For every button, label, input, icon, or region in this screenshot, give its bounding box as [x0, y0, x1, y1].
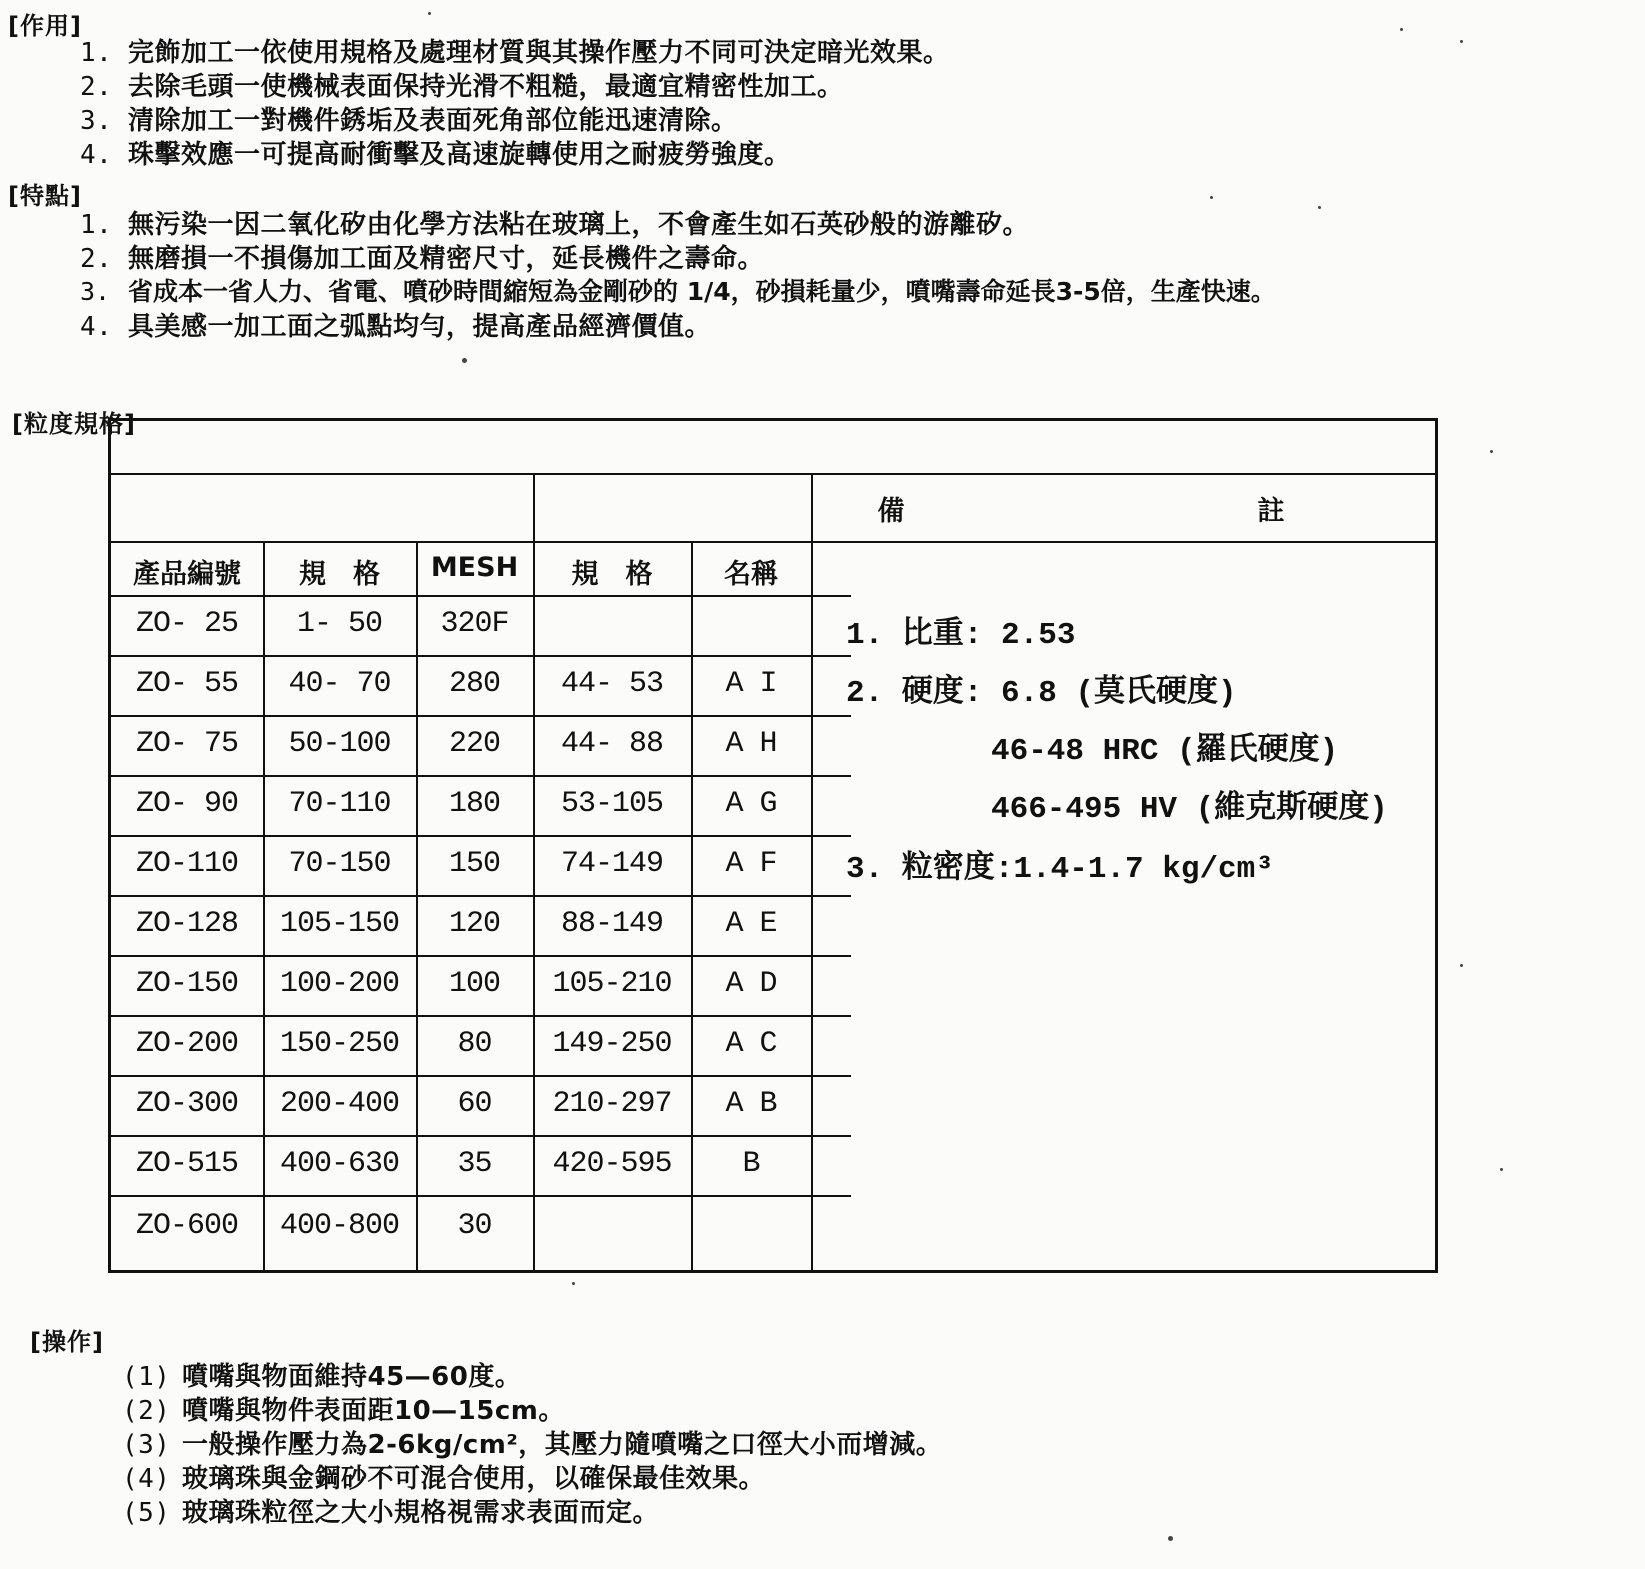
cell-mesh: 35 — [457, 1147, 492, 1181]
feature-item — [80, 204, 1029, 241]
cell-name: A F — [725, 847, 777, 881]
table-rule — [111, 775, 851, 777]
column-header-name: 名稱 — [724, 559, 778, 590]
section-heading-features: [特點] — [8, 182, 82, 210]
table-rule — [111, 1135, 851, 1137]
cell-mesh: 220 — [448, 727, 500, 761]
section-heading-operation: [操作] — [30, 1328, 104, 1356]
operation-item — [122, 1390, 565, 1427]
function-item-number: 4. — [80, 140, 113, 170]
column-header-remarks-right: 註 — [1257, 496, 1285, 527]
cell-mesh: 320F — [440, 607, 509, 641]
column-header-remarks-left: 備 — [877, 496, 905, 527]
operation-item-number: (4) — [122, 1464, 171, 1494]
table-rule — [111, 541, 1435, 543]
operation-item — [122, 1356, 521, 1393]
scan-speck — [1168, 1536, 1173, 1541]
function-item — [80, 100, 738, 137]
operation-item-number: (3) — [122, 1430, 171, 1460]
cell-spec-2: 44- 53 — [560, 667, 664, 701]
remark-gravity: 1. 比重: 2.53 — [846, 618, 1076, 653]
cell-name: A B — [725, 1087, 777, 1121]
cell-product: ZO- 90 — [135, 787, 239, 821]
cell-mesh: 30 — [457, 1209, 492, 1243]
table-rule — [111, 1015, 851, 1017]
cell-spec: 70-110 — [288, 787, 391, 821]
cell-spec: 400-630 — [279, 1147, 400, 1181]
operation-item-number: (1) — [122, 1362, 171, 1392]
cell-spec: 200-400 — [279, 1087, 400, 1121]
table-rule — [111, 895, 851, 897]
feature-item-text: 無污染一因二氧化矽由化學方法粘在玻璃上，不會產生如石英砂般的游離矽。 — [128, 210, 1030, 240]
cell-mesh: 80 — [457, 1027, 492, 1061]
feature-item-number: 4. — [80, 312, 113, 342]
operation-item — [122, 1424, 942, 1461]
operation-item — [122, 1458, 765, 1495]
feature-item-number: 1. — [80, 210, 113, 240]
scan-speck — [1210, 196, 1213, 199]
cell-spec-2: 74-149 — [560, 847, 664, 881]
cell-spec-2: 105-210 — [552, 967, 672, 1001]
cell-mesh: 100 — [448, 967, 500, 1001]
table-rule — [111, 955, 851, 957]
column-header-spec: 規 格 — [299, 559, 380, 590]
feature-item-text: 具美感一加工面之弧點均勻，提高產品經濟價值。 — [128, 312, 712, 342]
remark-hardness-hrc: 46-48 HRC (羅氏硬度) — [991, 734, 1339, 769]
function-item — [80, 32, 950, 69]
table-rule — [111, 473, 1435, 475]
function-item-number: 2. — [80, 72, 113, 102]
scan-speck — [1318, 206, 1321, 209]
cell-product: ZO- 75 — [135, 727, 239, 761]
cell-spec-2: 44- 88 — [560, 727, 664, 761]
cell-spec-2: 88-149 — [560, 907, 664, 941]
table-rule — [811, 473, 813, 1270]
grit-spec-table — [108, 418, 1438, 1273]
operation-item-text: 噴嘴與物面維持45—60度。 — [182, 1362, 522, 1392]
function-item-text: 清除加工一對機件銹垢及表面死角部位能迅速清除。 — [128, 106, 738, 136]
cell-mesh: 280 — [448, 667, 500, 701]
section-heading-grit: [粒度規格] — [12, 410, 136, 438]
cell-name: A G — [725, 787, 777, 821]
cell-spec-2: 149-250 — [552, 1027, 672, 1061]
function-item-text: 完飾加工一依使用規格及處理材質與其操作壓力不同可決定暗光效果。 — [128, 38, 950, 68]
scan-speck — [1490, 450, 1493, 453]
cell-spec: 150-250 — [279, 1027, 400, 1061]
column-header-mesh: MESH — [430, 552, 519, 583]
operation-item-text: 噴嘴與物件表面距10—15cm。 — [182, 1396, 565, 1426]
table-rule — [111, 655, 851, 657]
cell-name: A H — [725, 727, 777, 761]
scan-speck — [1460, 964, 1463, 967]
function-item-text: 去除毛頭一使機械表面保持光滑不粗糙，最適宜精密性加工。 — [128, 72, 844, 102]
column-header-spec-2: 規 格 — [571, 559, 653, 590]
operation-item-number: (2) — [122, 1396, 171, 1426]
feature-item — [80, 306, 711, 343]
function-item — [80, 66, 844, 103]
table-rule — [111, 1195, 851, 1197]
cell-spec: 70-150 — [288, 847, 391, 881]
cell-mesh: 60 — [457, 1087, 492, 1121]
function-item — [80, 134, 791, 171]
cell-spec: 40- 70 — [288, 667, 391, 701]
operation-item-text: 玻璃珠與金鋼砂不可混合使用，以確保最佳效果。 — [182, 1464, 766, 1494]
remark-hardness: 2. 硬度: 6.8 (莫氏硬度) — [846, 676, 1237, 711]
table-rule — [111, 1075, 851, 1077]
scan-speck — [1500, 1168, 1503, 1171]
cell-mesh: 120 — [448, 907, 500, 941]
remark-hardness-hv: 466-495 HV (維克斯硬度) — [991, 792, 1388, 827]
cell-spec: 50-100 — [288, 727, 391, 761]
cell-spec: 100-200 — [279, 967, 400, 1001]
feature-item — [80, 238, 764, 275]
cell-spec: 400-800 — [279, 1209, 400, 1243]
remark-density: 3. 粒密度:1.4-1.7 kg/cm³ — [846, 852, 1274, 887]
feature-item-number: 2. — [80, 244, 113, 274]
scan-speck — [428, 12, 431, 15]
cell-spec-2: 53-105 — [560, 787, 664, 821]
cell-spec: 1- 50 — [296, 607, 382, 641]
table-rule — [111, 835, 851, 837]
operation-item-text: 一般操作壓力為2-6kg/cm²，其壓力隨噴嘴之口徑大小而增減。 — [182, 1430, 943, 1460]
cell-mesh: 150 — [448, 847, 500, 881]
feature-item-text: 無磨損一不損傷加工面及精密尺寸，延長機件之壽命。 — [128, 244, 765, 274]
cell-spec-2: 420-595 — [552, 1147, 672, 1181]
section-heading-function: [作用] — [8, 12, 82, 40]
cell-product: ZO- 25 — [135, 607, 239, 641]
scan-speck — [1400, 28, 1403, 31]
operation-item — [122, 1492, 659, 1529]
table-rule — [111, 715, 851, 717]
function-item-number: 3. — [80, 106, 113, 136]
cell-name: A C — [725, 1027, 777, 1061]
operation-item-text: 玻璃珠粒徑之大小規格視需求表面而定。 — [182, 1498, 660, 1528]
cell-product: ZO- 55 — [135, 667, 239, 701]
cell-product: ZO-150 — [135, 967, 239, 1001]
operation-item-number: (5) — [122, 1498, 171, 1528]
cell-product: ZO-600 — [135, 1209, 239, 1243]
cell-spec: 105-150 — [279, 907, 400, 941]
cell-mesh: 180 — [448, 787, 500, 821]
scan-speck — [462, 358, 467, 363]
cell-name: B — [742, 1147, 760, 1181]
cell-product: ZO-200 — [135, 1027, 239, 1061]
cell-product: ZO-300 — [135, 1087, 239, 1121]
scan-speck — [572, 1282, 575, 1285]
function-item-text: 珠擊效應一可提高耐衝擊及高速旋轉使用之耐疲勞強度。 — [128, 140, 791, 170]
scan-speck — [1460, 40, 1463, 43]
cell-name: A E — [725, 907, 777, 941]
feature-item — [80, 272, 1276, 308]
cell-name: A D — [725, 967, 777, 1001]
cell-spec-2: 210-297 — [552, 1087, 672, 1121]
function-item-number: 1. — [80, 38, 113, 68]
feature-item-number: 3. — [80, 277, 111, 306]
cell-product: ZO-110 — [135, 847, 239, 881]
cell-name: A I — [725, 667, 777, 701]
cell-product: ZO-128 — [135, 907, 239, 941]
feature-item-text: 省成本一省人力、省電、噴砂時間縮短為金剛砂的 1/4，砂損耗量少，噴嘴壽命延長3-5倍，生產快速。 — [128, 277, 1276, 306]
table-rule — [111, 595, 851, 597]
cell-product: ZO-515 — [135, 1147, 239, 1181]
column-header-product-no: 產品編號 — [133, 559, 241, 590]
